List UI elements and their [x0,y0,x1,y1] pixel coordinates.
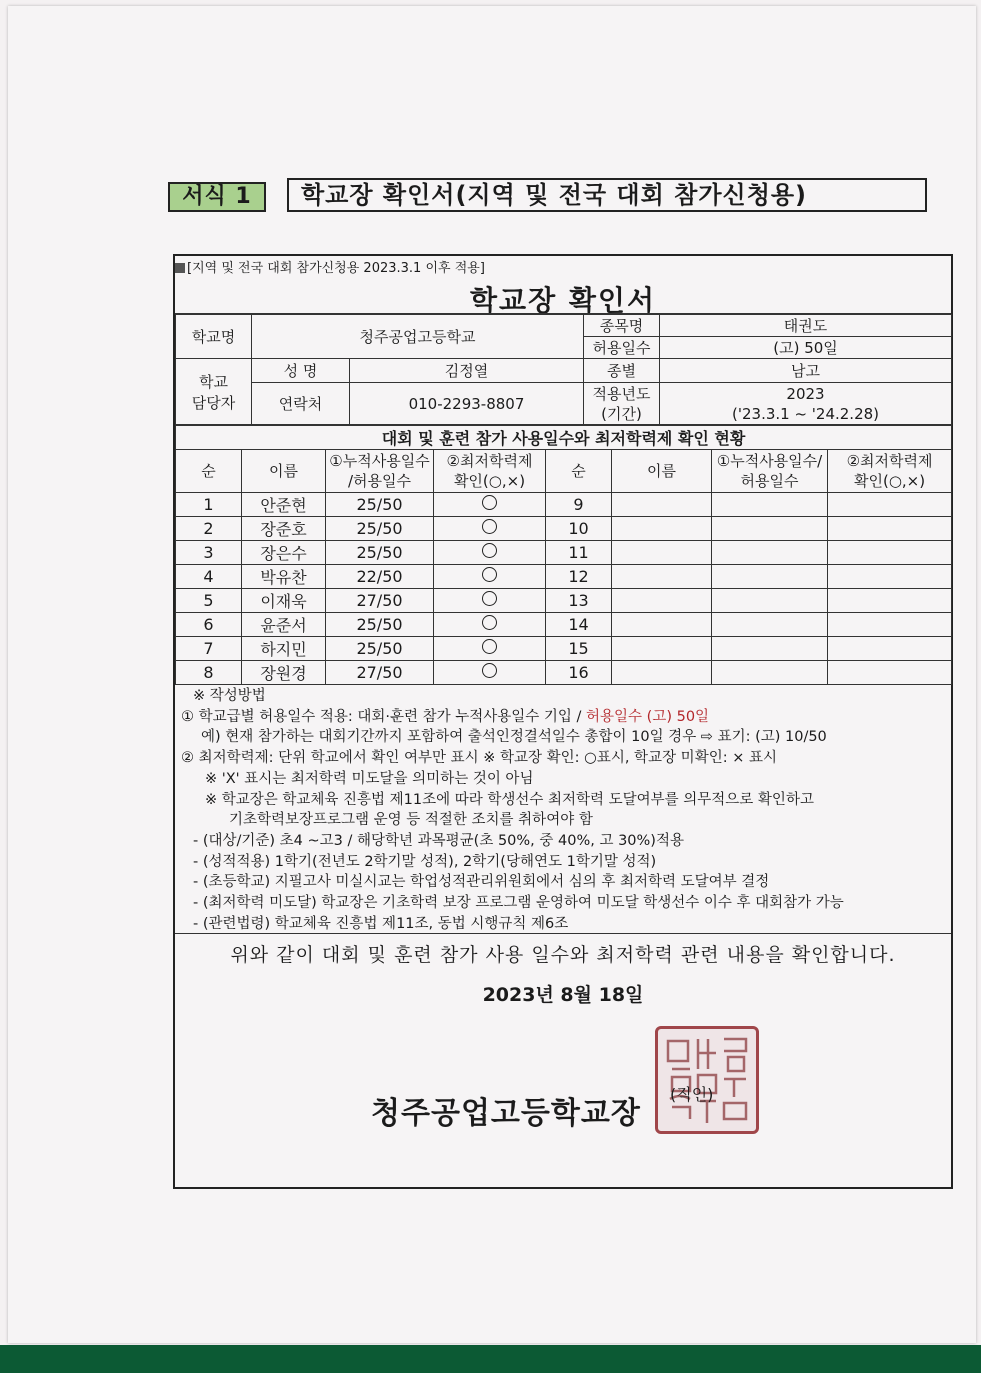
school-info-table [175,314,952,425]
circle-mark-icon [482,663,497,678]
note-item-1-text: ① 학교급별 허용일수 적용: 대회·훈련 참가 누적사용일수 기입 / [181,708,587,725]
usage-note [175,261,485,277]
note-dash-3: - (초등학교) 지필고사 미실시교는 학업성적관리위원회에서 심의 후 최저학력 도달여부 결정 [193,874,770,891]
table-row [176,589,952,613]
document-page [8,6,976,1343]
row-no: 5 [176,589,242,613]
row-check-right [828,637,952,661]
row-days-right [712,613,828,637]
table-row [176,517,952,541]
row-name-right [612,589,712,613]
row-check-right [828,541,952,565]
year-label-line-1: 적용년도 [592,384,651,403]
row-check-right [828,589,952,613]
col-header-days-right-line-2: 허용일수 [740,472,799,490]
col-header-name-right: 이름 [612,450,712,493]
allowed-days-label: 허용일수 [584,337,660,359]
col-header-check-line-2: 확인(○,×) [453,472,526,490]
row-no: 7 [176,637,242,661]
row-days: 22/50 [326,565,434,589]
note-item-2-sub-3: 기초학력보장프로그램 운영 등 적절한 조치를 취하여야 함 [229,812,593,829]
note-item-2-sub-2: ※ 학교장은 학교체육 진흥법 제11조에 따라 학생선수 최저학력 도달여부를 의무적으로 확인하고 [205,791,814,808]
row-days-right [712,637,828,661]
row-no-right: 16 [546,661,612,685]
row-name: 안준현 [242,493,326,517]
row-check [434,613,546,637]
circle-mark-icon [482,495,497,510]
row-name: 윤준서 [242,613,326,637]
row-name: 박유찬 [242,565,326,589]
row-days: 25/50 [326,493,434,517]
note-dash-2: - (성적적용) 1학기(전년도 2학기말 성적), 2학기(당해연도 1학기말 성적) [193,853,657,870]
year-label [584,383,660,425]
row-days: 27/50 [326,589,434,613]
row-no-right: 10 [546,517,612,541]
school-name: 청주공업고등학교 [252,315,584,359]
circle-mark-icon [482,519,497,534]
divider [175,933,951,934]
note-dash-5: - (관련법령) 학교체육 진흥법 제11조, 동법 시행규칙 제6조 [193,915,569,932]
row-days: 25/50 [326,613,434,637]
row-no: 1 [176,493,242,517]
period-value: ('23.3.1 ~ '24.2.28) [732,404,880,423]
table-row [176,541,952,565]
name-label: 성 명 [252,359,350,383]
row-name-right [612,541,712,565]
form-number-badge: 서식 1 [168,182,266,212]
year-label-line-2: (기간) [601,404,642,423]
row-no: 4 [176,565,242,589]
manager-label [176,359,252,425]
note-item-1-example: 예) 현재 참가하는 대회기간까지 포함하여 출석인정결석일수 총합이 10일 경우 ⇨ 표기: (고) 10/50 [201,729,827,746]
col-header-no: 순 [176,450,242,493]
sport: 태권도 [660,315,952,337]
row-check [434,541,546,565]
col-header-check-right [828,450,952,493]
row-check [434,493,546,517]
row-name: 하지민 [242,637,326,661]
writing-instructions [181,686,951,934]
row-check [434,637,546,661]
principal-signature: 청주공업고등학교장 [371,1096,641,1131]
col-header-days-line-1: ①누적사용일수 [329,452,430,470]
col-header-check [434,450,546,493]
row-check-right [828,517,952,541]
col-header-days [326,450,434,493]
year-value: 2023 [786,384,825,403]
row-no-right: 12 [546,565,612,589]
note-item-1-highlight: 허용일수 (고) 50일 [586,708,710,725]
row-no: 2 [176,517,242,541]
table-row [176,613,952,637]
school-name-label: 학교명 [176,315,252,359]
row-name: 장준호 [242,517,326,541]
background-strip [0,1345,981,1373]
manager-name: 김정열 [350,359,584,383]
note-item-2: ② 최저학력제: 단위 학교에서 확인 여부만 표시 ※ 학교장 확인: ○표시, 학교장 미확인: × 표시 [181,750,777,767]
notes-heading: ※ 작성방법 [193,688,266,704]
row-days: 27/50 [326,661,434,685]
square-bullet-icon [175,263,185,273]
official-seal-stamp [655,1026,759,1134]
row-days: 25/50 [326,517,434,541]
row-no-right: 14 [546,613,612,637]
row-days-right [712,541,828,565]
col-header-check-right-line-2: 확인(○,×) [853,472,926,490]
col-header-check-right-line-1: ②최저학력제 [846,452,933,470]
row-days-right [712,589,828,613]
row-no-right: 13 [546,589,612,613]
row-days: 25/50 [326,637,434,661]
confirmation-statement: 위와 같이 대회 및 훈련 참가 사용 일수와 최저학력 관련 내용을 확인합니다. [230,944,896,966]
row-name: 장은수 [242,541,326,565]
category: 남고 [660,359,952,383]
table-row [176,565,952,589]
seal-label: (직인) [670,1085,714,1104]
allowed-days: (고) 50일 [660,337,952,359]
roster-section-title: 대회 및 훈련 참가 사용일수와 최저학력제 확인 현황 [176,426,952,450]
row-check [434,517,546,541]
row-name: 장원경 [242,661,326,685]
category-label: 종별 [584,359,660,383]
row-check [434,661,546,685]
row-name-right [612,565,712,589]
circle-mark-icon [482,567,497,582]
row-check-right [828,565,952,589]
row-name-right [612,517,712,541]
circle-mark-icon [482,639,497,654]
row-name-right [612,661,712,685]
circle-mark-icon [482,615,497,630]
row-days-right [712,565,828,589]
manager-label-line-1: 학교 [199,372,228,391]
row-name-right [612,493,712,517]
circle-mark-icon [482,543,497,558]
note-item-2-sub-1: ※ 'X' 표시는 최저학력 미도달을 의미하는 것이 아님 [205,770,534,787]
row-name: 이재욱 [242,589,326,613]
row-check [434,565,546,589]
note-dash-1: - (대상/기준) 초4 ~고3 / 해당학년 과목평균(초 50%, 중 40%, 고 30%)적용 [193,832,684,849]
row-days-right [712,661,828,685]
note-dash-4: - (최저학력 미도달) 학교장은 기초학력 보장 프로그램 운영하여 미도달 학생선수 이수 후 대회참가 가능 [193,895,844,912]
row-check-right [828,661,952,685]
row-name-right [612,613,712,637]
col-header-days-right [712,450,828,493]
col-header-days-right-line-1: ①누적사용일수/ [716,452,823,470]
row-no-right: 15 [546,637,612,661]
issue-date: 2023년 8월 18일 [482,984,644,1006]
form-header-title: 학교장 확인서(지역 및 전국 대회 참가신청용) [287,178,927,212]
roster-table [175,425,952,685]
document-title: 학교장 확인서 [469,284,657,317]
table-row [176,661,952,685]
usage-note-text: [지역 및 전국 대회 참가신청용 2023.3.1 이후 적용] [187,261,485,276]
row-days-right [712,493,828,517]
seal-pattern-icon [658,1029,756,1131]
table-row [176,493,952,517]
confirmation-form [173,254,953,1189]
applicable-year [660,383,952,425]
row-no-right: 11 [546,541,612,565]
sport-label: 종목명 [584,315,660,337]
row-no: 6 [176,613,242,637]
row-no: 3 [176,541,242,565]
note-item-1 [181,707,951,728]
row-name-right [612,637,712,661]
row-check [434,589,546,613]
col-header-days-line-2: /허용일수 [347,472,411,490]
circle-mark-icon [482,591,497,606]
row-days-right [712,517,828,541]
table-row [176,637,952,661]
row-days: 25/50 [326,541,434,565]
col-header-check-line-1: ②최저학력제 [446,452,533,470]
col-header-name: 이름 [242,450,326,493]
row-check-right [828,493,952,517]
contact-label: 연락처 [252,383,350,425]
contact: 010-2293-8807 [350,383,584,425]
row-no-right: 9 [546,493,612,517]
col-header-no-right: 순 [546,450,612,493]
row-no: 8 [176,661,242,685]
row-check-right [828,613,952,637]
manager-label-line-2: 담당자 [191,393,236,412]
